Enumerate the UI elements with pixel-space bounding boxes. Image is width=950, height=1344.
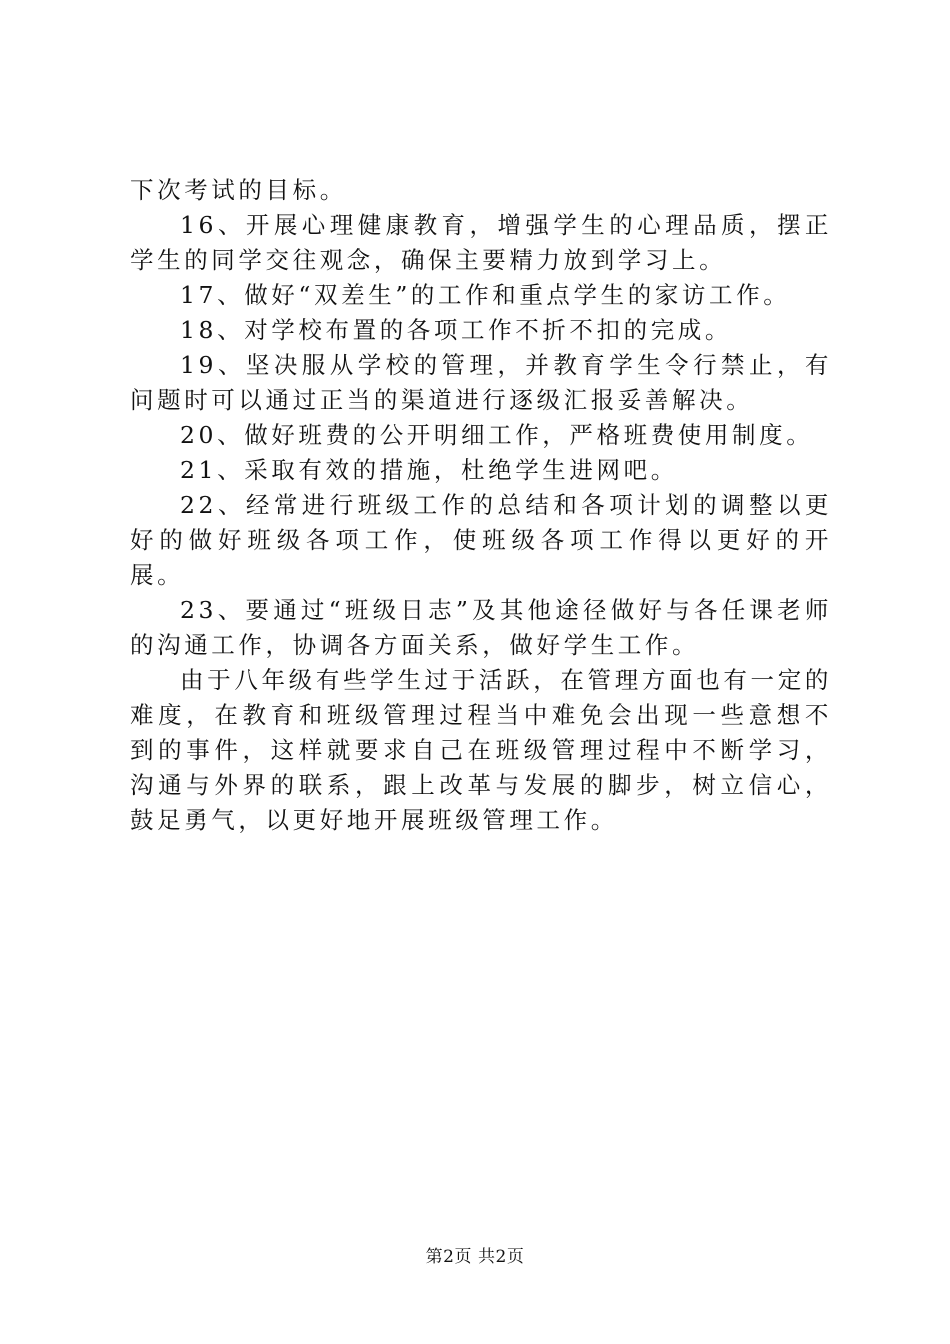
paragraph-item-22: 22、经常进行班级工作的总结和各项计划的调整以更好的做好班级各项工作，使班级各项工作得以更好的开展。 [130, 491, 832, 589]
document-body [130, 173, 832, 838]
page-footer [0, 1247, 950, 1267]
paragraph-item-23: 23、要通过“班级日志”及其他途径做好与各任课老师的沟通工作，协调各方面关系，做好学生工作。 [130, 596, 832, 659]
paragraph-continuation: 下次考试的目标。 [130, 176, 347, 204]
page-total: 共2页 [478, 1247, 525, 1267]
paragraph-item-16: 16、开展心理健康教育，增强学生的心理品质，摆正学生的同学交往观念，确保主要精力放到学习上。 [130, 211, 832, 274]
paragraph-item-21: 21、采取有效的措施，杜绝学生进网吧。 [180, 456, 678, 484]
page-number: 第2页 [425, 1247, 472, 1267]
paragraph-conclusion: 由于八年级有些学生过于活跃，在管理方面也有一定的难度，在教育和班级管理过程当中难免会出现一些意想不到的事件，这样就要求自己在班级管理过程中不断学习，沟通与外界的联系，跟上改革与发展的脚步，树立信心，鼓足勇气，以更好地开展班级管理工作。 [130, 666, 832, 834]
paragraph-item-20: 20、做好班费的公开明细工作，严格班费使用制度。 [180, 421, 814, 449]
paragraph-item-19: 19、坚决服从学校的管理，并教育学生令行禁止，有问题时可以通过正当的渠道进行逐级汇报妥善解决。 [130, 351, 832, 414]
paragraph-item-17: 17、做好“双差生”的工作和重点学生的家访工作。 [180, 281, 791, 309]
paragraph-item-18: 18、对学校布置的各项工作不折不扣的完成。 [180, 316, 733, 344]
